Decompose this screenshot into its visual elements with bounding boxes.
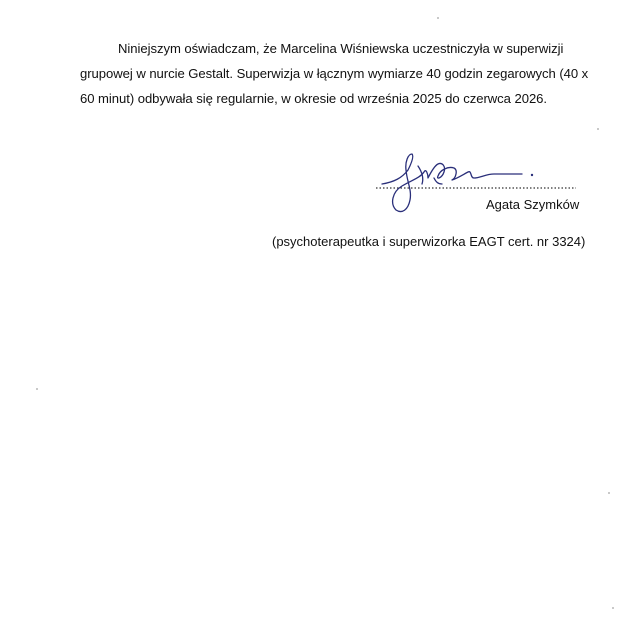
scan-speck [437,17,439,19]
scan-speck [608,492,610,494]
scan-speck [597,128,599,130]
statement-paragraph: Niniejszym oświadczam, że Marcelina Wiśniewska uczestniczyła w superwizji grupowej w nurcie Gestalt. Superwizja w łącznym wymiarze 40 godzin zegarowych (40 x 60 minut) odbywała się regularnie, w okresie od września 2025 do czerwca 2026. [80,41,589,106]
signer-name: Agata Szymków [486,197,580,212]
scan-speck [36,388,38,390]
scan-speck [612,607,614,609]
signer-title: (psychoterapeutka i superwizorka EAGT cert. nr 3324) [272,234,586,249]
